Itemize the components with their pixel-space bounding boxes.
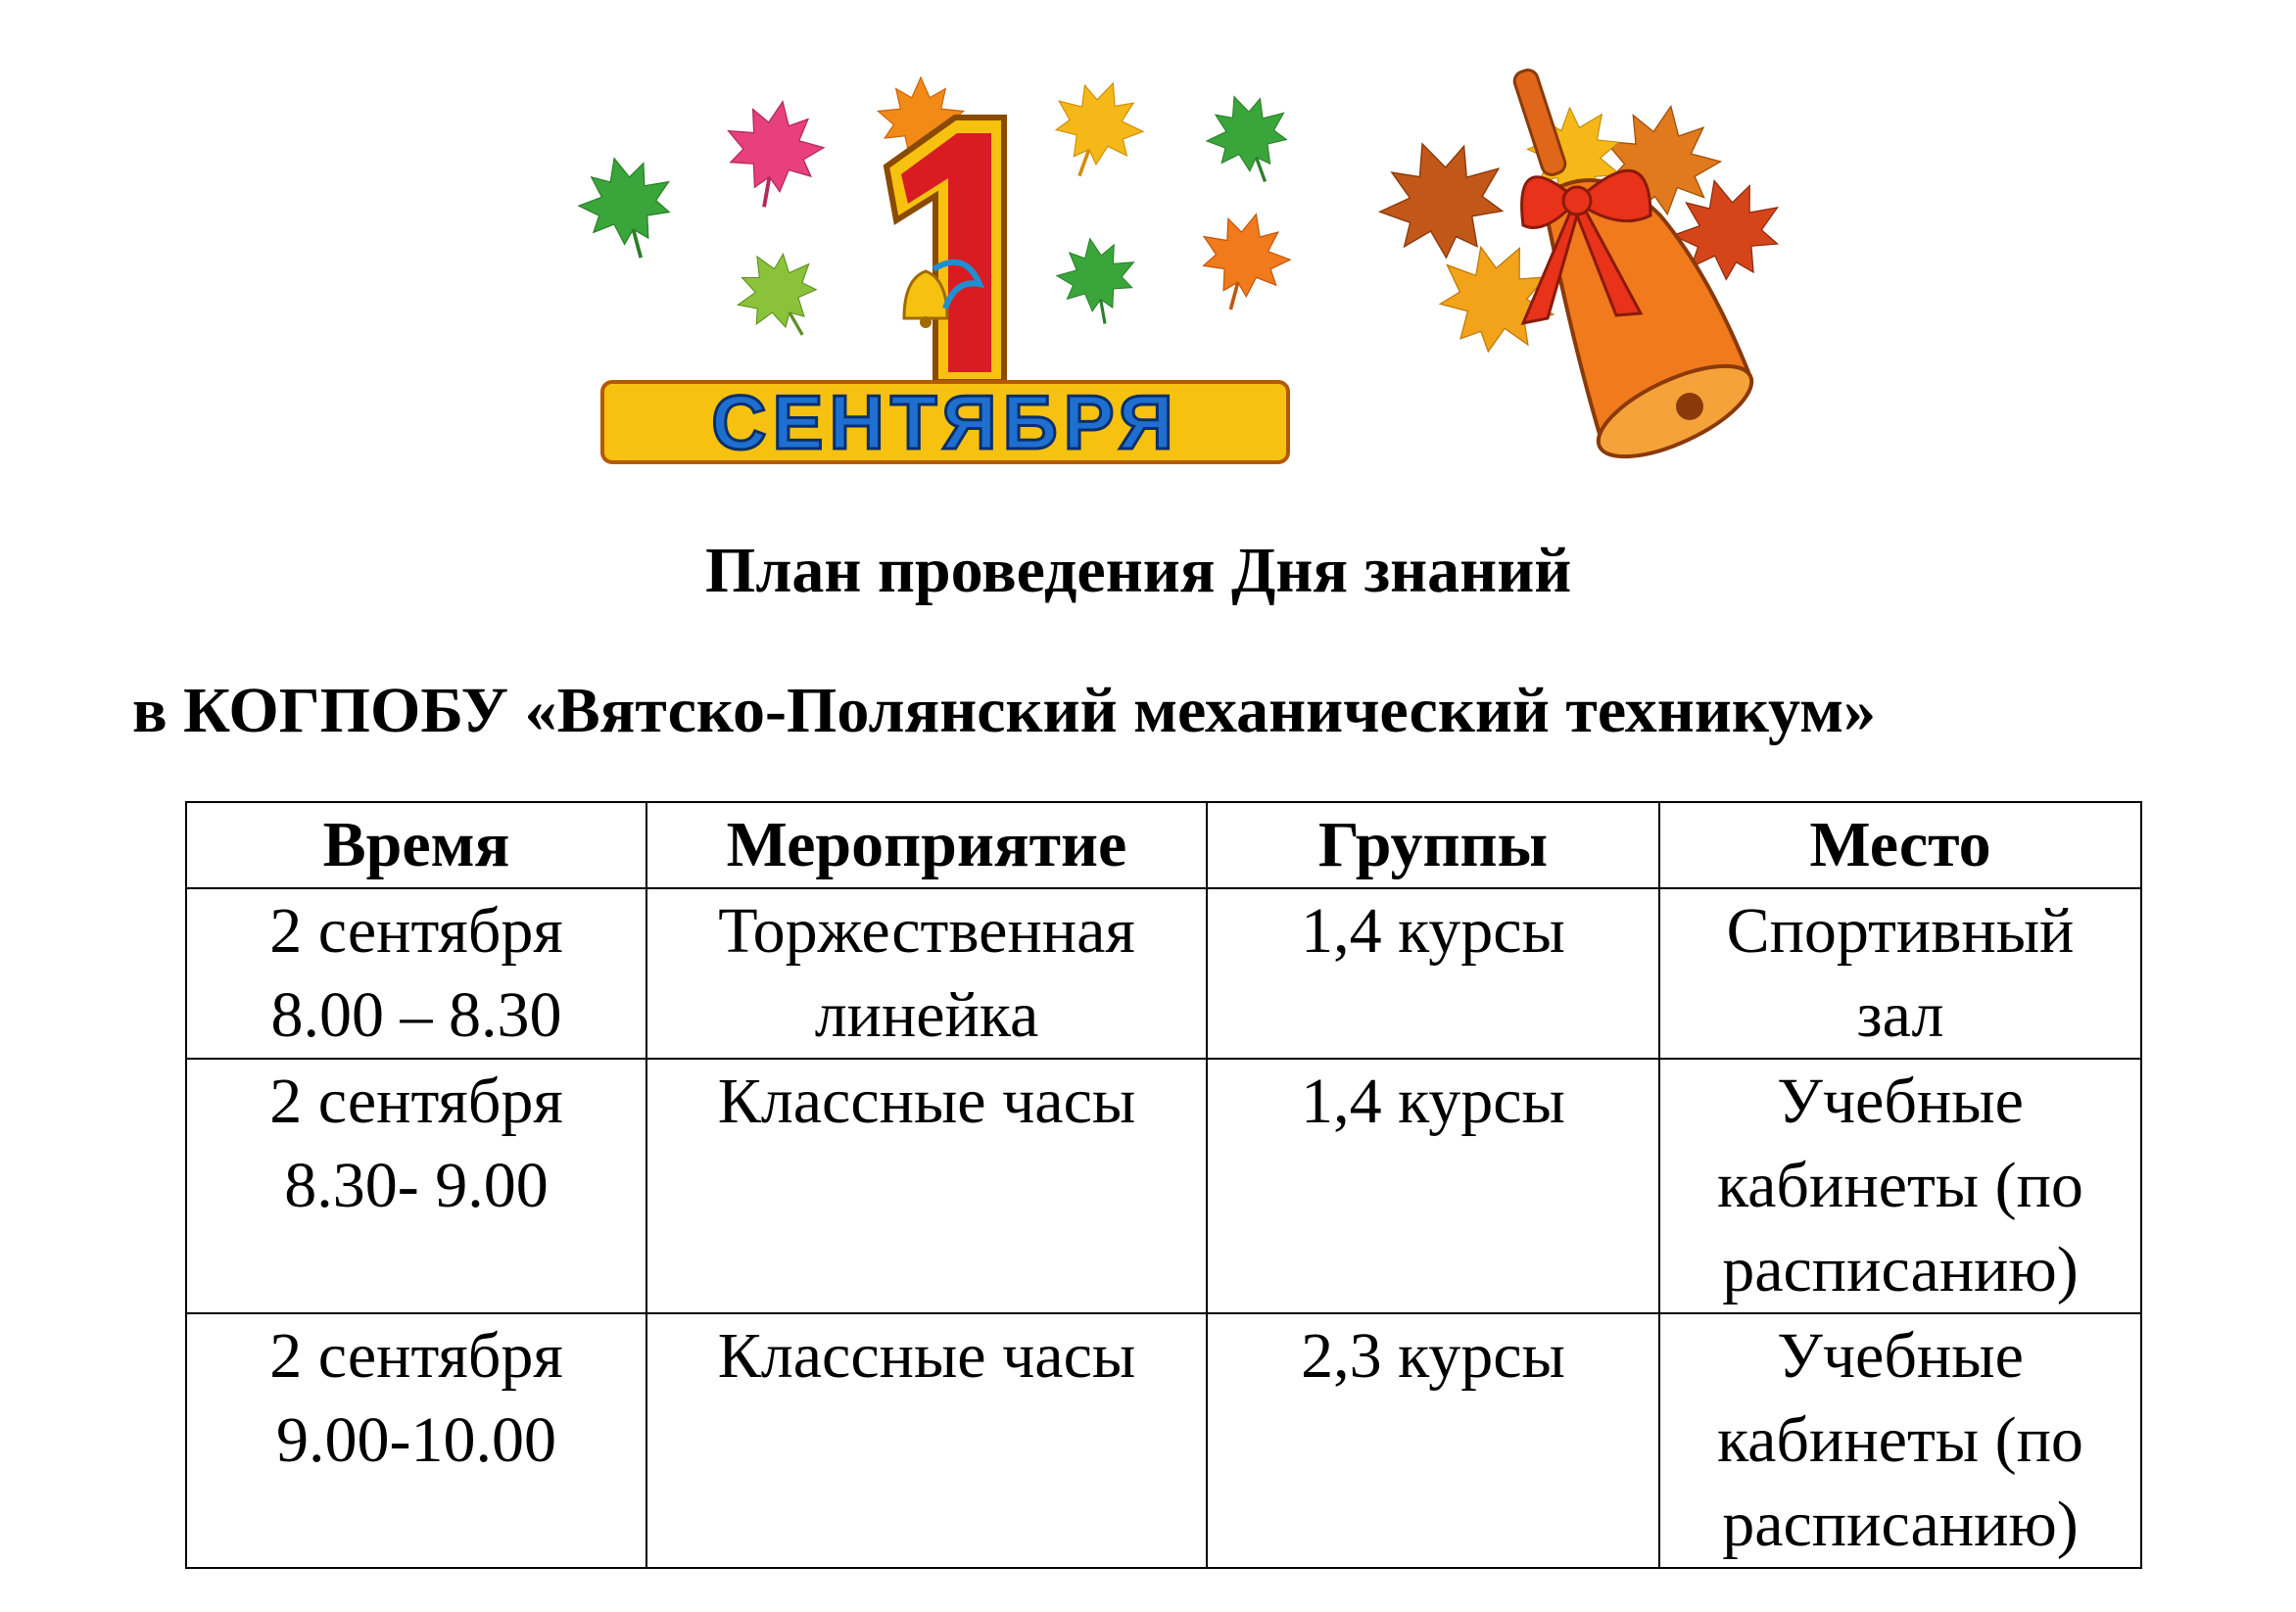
banner-word-text: СЕНТЯБРЯ — [711, 379, 1179, 465]
groups-cell — [1207, 1313, 1659, 1568]
maple-leaf-icon — [722, 236, 838, 356]
cell-line: 2,3 курсы — [1301, 1320, 1565, 1392]
place-cell — [1659, 1059, 2141, 1313]
groups-cell — [1207, 888, 1659, 1059]
cell-line: Учебные — [1777, 1066, 2024, 1137]
cell-line: 8.30- 9.00 — [284, 1150, 549, 1221]
first-of-september-banner — [563, 59, 1317, 470]
maple-leaf-icon — [1037, 68, 1155, 191]
cell-line: кабинеты (по — [1717, 1404, 2083, 1476]
event-cell — [646, 1313, 1207, 1568]
school-bell-icon — [1376, 49, 1817, 465]
groups-cell — [1207, 1059, 1659, 1313]
table-row — [186, 1313, 2141, 1568]
cell-line: кабинеты (по — [1717, 1150, 2083, 1221]
table-row — [186, 1059, 2141, 1313]
place-cell — [1659, 888, 2141, 1059]
place-cell — [1659, 1313, 2141, 1568]
column-header-place: Место — [1659, 802, 2141, 888]
schedule-table — [185, 801, 2142, 1569]
cell-line: Спортивный — [1726, 895, 2075, 967]
column-header-time: Время — [186, 802, 646, 888]
maple-leaf-icon — [716, 93, 830, 215]
cell-line: 9.00-10.00 — [276, 1404, 556, 1476]
document-title: План проведения Дня знаний — [705, 535, 1572, 606]
cell-line: расписанию) — [1722, 1234, 2079, 1305]
cell-line: 8.00 – 8.30 — [270, 979, 562, 1051]
event-cell — [646, 888, 1207, 1059]
cell-line: зал — [1856, 979, 1944, 1051]
time-cell — [186, 888, 646, 1059]
maple-leaf-icon — [1187, 203, 1299, 321]
maple-leaf-icon — [569, 146, 686, 269]
column-header-event: Мероприятие — [646, 802, 1207, 888]
cell-line: Классные часы — [717, 1320, 1136, 1392]
numeral-one-icon — [886, 118, 1004, 382]
cell-line: 1,4 курсы — [1301, 895, 1565, 967]
time-cell — [186, 1313, 646, 1568]
cell-line: 2 сентября — [269, 1066, 563, 1137]
table-row — [186, 888, 2141, 1059]
time-cell — [186, 1059, 646, 1313]
cell-line: расписанию) — [1722, 1489, 2079, 1560]
cell-line: Классные часы — [717, 1066, 1136, 1137]
cell-line: Торжественная — [718, 895, 1135, 967]
cell-line: линейка — [814, 979, 1039, 1051]
cell-line: 1,4 курсы — [1301, 1066, 1565, 1137]
event-cell — [646, 1059, 1207, 1313]
cell-line: Учебные — [1777, 1320, 2024, 1392]
maple-leaf-icon — [1051, 232, 1143, 331]
maple-leaf-icon — [1196, 82, 1304, 195]
document-subtitle: в КОГПОБУ «Вятско-Полянский механический техникум» — [132, 675, 1877, 746]
banner-word — [602, 379, 1288, 465]
column-header-groups: Группы — [1207, 802, 1659, 888]
table-header-row — [186, 802, 2141, 888]
cell-line: 2 сентября — [269, 895, 563, 967]
cell-line: 2 сентября — [269, 1320, 563, 1392]
